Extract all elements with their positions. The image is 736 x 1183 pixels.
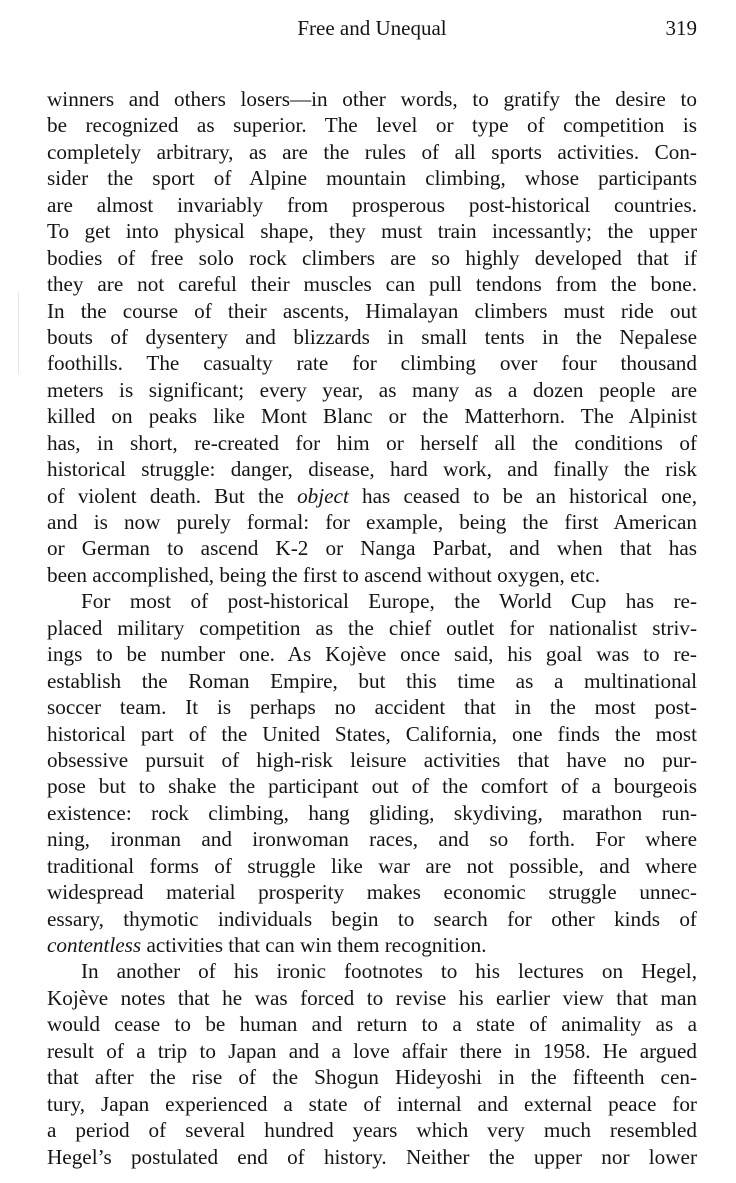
running-head	[47, 14, 697, 42]
running-title: Free and Unequal	[297, 16, 447, 40]
text-line: bodies of free solo rock climbers are so highly developed that if	[47, 245, 697, 270]
text-line: widespread material prosperity makes economic struggle unnec-	[47, 880, 697, 905]
text-line: of violent death. But the object has ceased to be an historical one,	[47, 483, 697, 508]
italic-term: object	[297, 483, 349, 508]
text-line: obsessive pursuit of high-risk leisure activities that have no pur-	[47, 747, 697, 772]
text-line: killed on peaks like Mont Blanc or the Matterhorn. The Alpinist	[47, 404, 697, 429]
body-text	[47, 86, 697, 1170]
text-line: existence: rock climbing, hang gliding, skydiving, marathon run-	[47, 800, 697, 825]
text-line: that after the rise of the Shogun Hideyoshi in the fifteenth cen-	[47, 1065, 697, 1090]
text-line: completely arbitrary, as are the rules of all sports activities. Con-	[47, 139, 697, 164]
text-line: tury, Japan experienced a state of internal and external peace for	[47, 1091, 697, 1116]
text-line: would cease to be human and return to a state of animality as a	[47, 1012, 697, 1037]
text-line: placed military competition as the chief outlet for nationalist striv-	[47, 615, 697, 640]
text-line: result of a trip to Japan and a love affair there in 1958. He argued	[47, 1038, 697, 1063]
text-line: or German to ascend K-2 or Nanga Parbat, and when that has	[47, 536, 697, 561]
text-line: be recognized as superior. The level or type of competition is	[47, 113, 697, 138]
text-line: In another of his ironic footnotes to his lectures on Hegel,	[81, 959, 697, 984]
text-line: soccer team. It is perhaps no accident that in the most post-	[47, 695, 697, 720]
text-line: contentless activities that can win them recognition.	[47, 933, 487, 957]
text-line: ings to be number one. As Kojève once said, his goal was to re-	[47, 642, 697, 667]
text-line: In the course of their ascents, Himalayan climbers must ride out	[47, 298, 697, 323]
text-line: winners and others losers—in other words, to gratify the desire to	[47, 87, 697, 111]
text-line: For most of post-historical Europe, the World Cup has re-	[81, 589, 697, 614]
text-line: historical struggle: danger, disease, hard work, and finally the risk	[47, 457, 697, 482]
text-line: pose but to shake the participant out of the comfort of a bourgeois	[47, 774, 697, 799]
text-line: essary, thymotic individuals begin to search for other kinds of	[47, 906, 697, 931]
italic-term: contentless	[47, 933, 142, 957]
text-line: foothills. The casualty rate for climbing over four thousand	[47, 351, 697, 376]
text-line: and is now purely formal: for example, being the first American	[47, 510, 697, 534]
text-line: sider the sport of Alpine mountain climbing, whose participants	[47, 166, 697, 191]
text-line: meters is significant; every year, as many as a dozen people are	[47, 377, 697, 402]
text-line: traditional forms of struggle like war are not possible, and where	[47, 853, 697, 878]
text-line: has, in short, re-created for him or herself all the conditions of	[47, 430, 697, 455]
text-line: To get into physical shape, they must train incessantly; the upper	[47, 219, 697, 244]
page-number: 319	[665, 16, 697, 40]
text-line: Kojève notes that he was forced to revise his earlier view that man	[47, 985, 697, 1010]
text-line: are almost invariably from prosperous post-historical countries.	[47, 192, 697, 217]
text-line: ning, ironman and ironwoman races, and so forth. For where	[47, 827, 697, 852]
text-line: been accomplished, being the first to ascend without oxygen, etc.	[47, 562, 601, 587]
text-line: historical part of the United States, California, one finds the most	[47, 721, 697, 746]
text-line: bouts of dysentery and blizzards in small tents in the Nepalese	[47, 324, 697, 349]
text-line: establish the Roman Empire, but this time as a multinational	[47, 668, 697, 693]
margin-mark	[18, 292, 19, 374]
text-line: they are not careful their muscles can pull tendons from the bone.	[47, 272, 697, 297]
text-line: Hegel’s postulated end of history. Neither the upper nor lower	[47, 1144, 697, 1169]
text-line: a period of several hundred years which very much resembled	[47, 1118, 697, 1143]
